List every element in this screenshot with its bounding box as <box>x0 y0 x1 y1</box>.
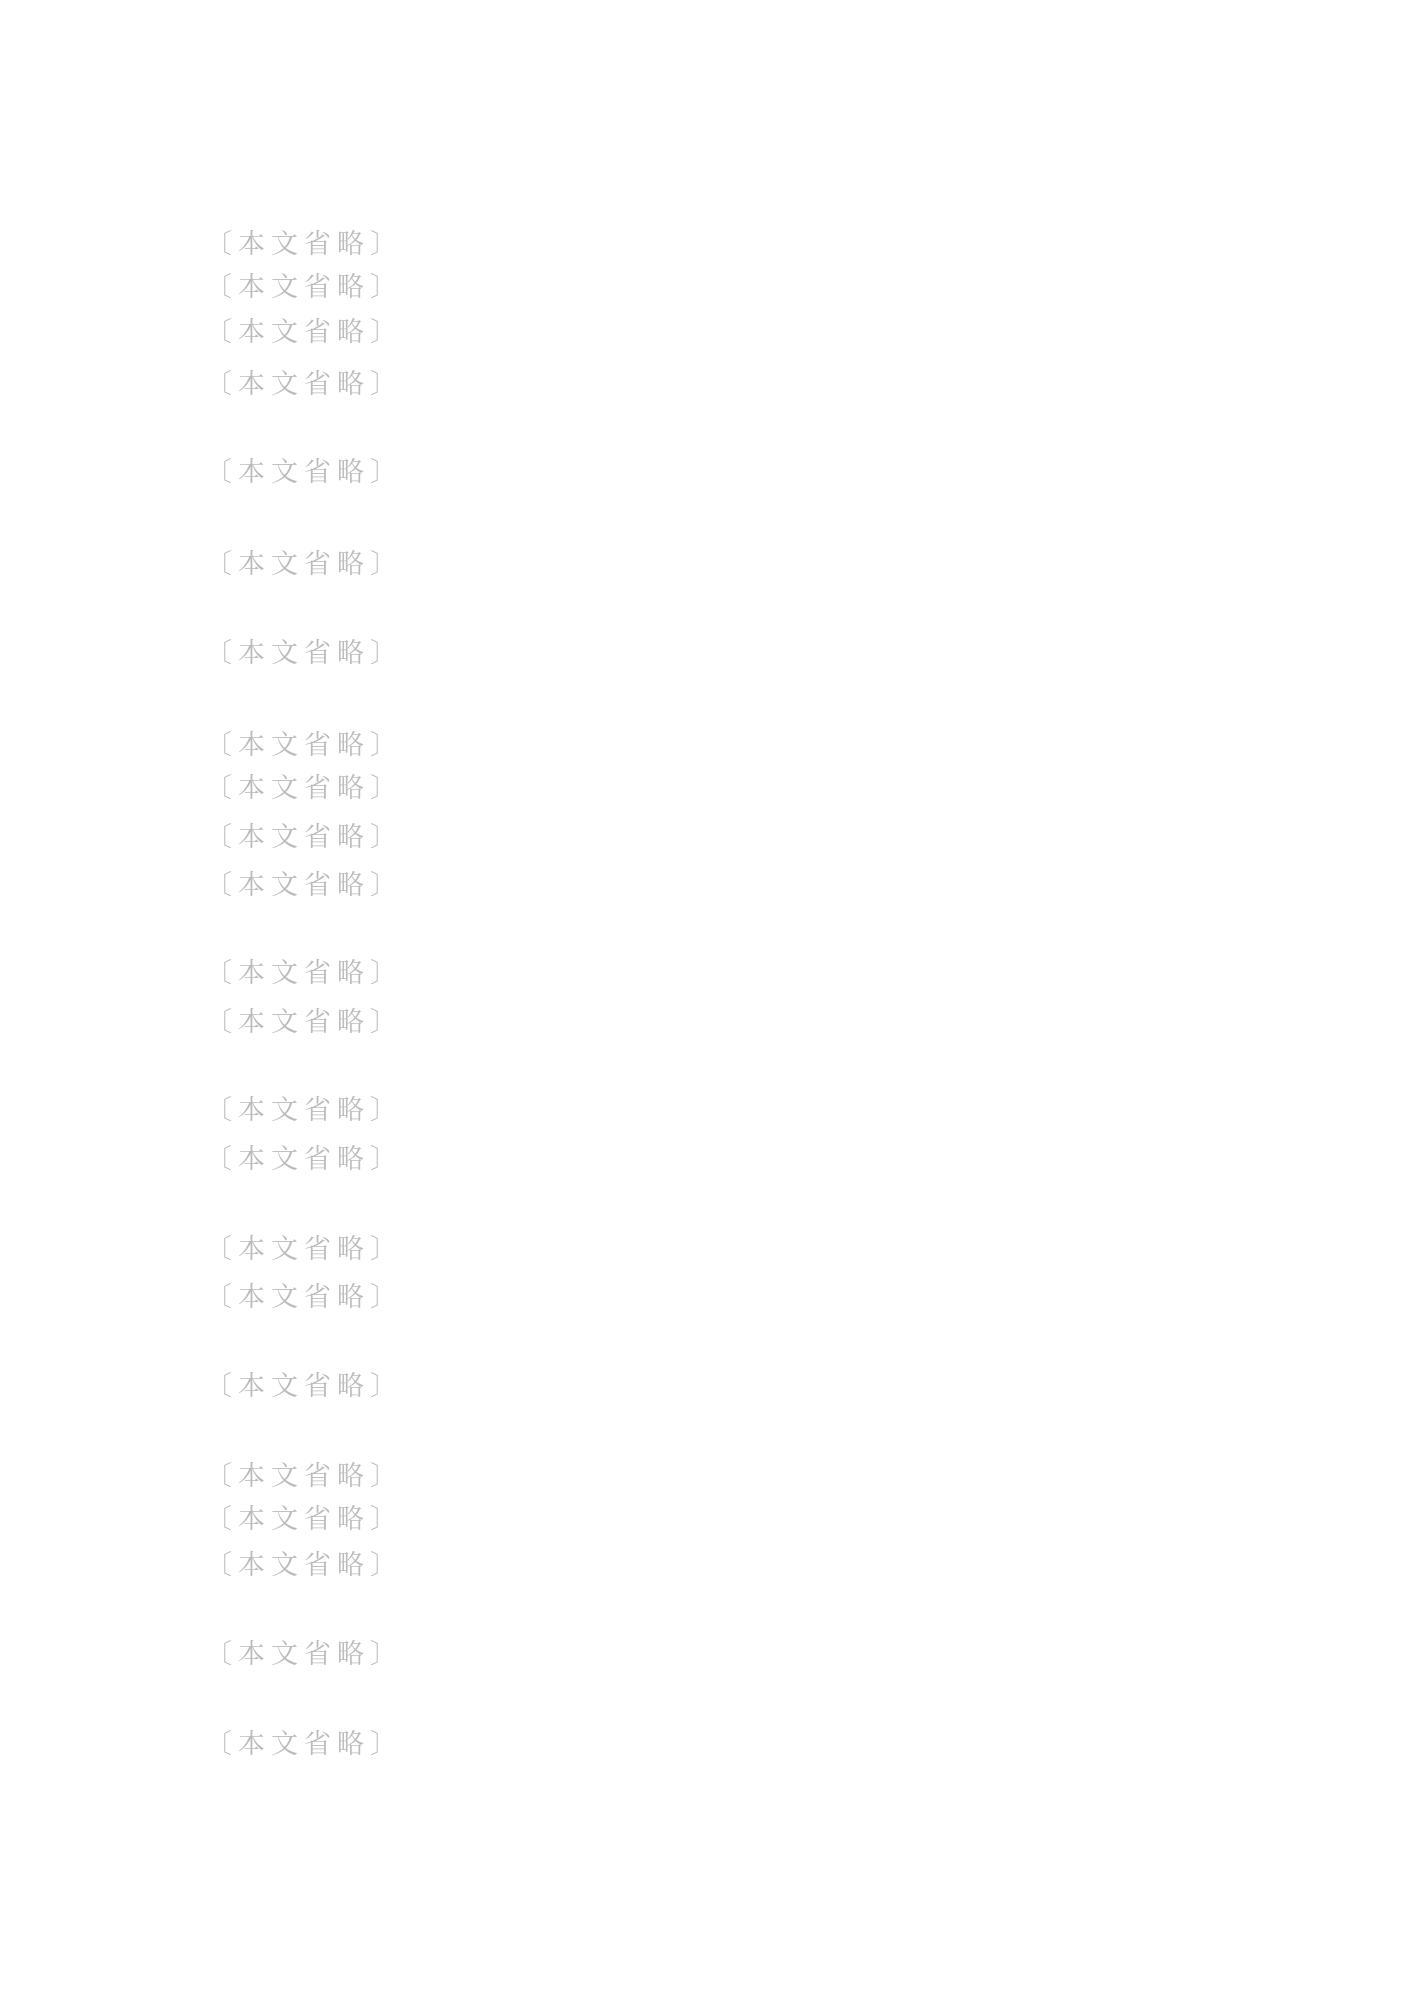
text-line: 〔本文省略〕 <box>205 1095 403 1126</box>
text-line: 〔本文省略〕 <box>205 1371 403 1402</box>
text-line: 〔本文省略〕 <box>205 272 403 303</box>
text-line: 〔本文省略〕 <box>205 1729 403 1760</box>
text-line: 〔本文省略〕 <box>205 638 403 669</box>
text-line: 〔本文省略〕 <box>205 773 403 804</box>
text-line: 〔本文省略〕 <box>205 730 403 761</box>
text-line: 〔本文省略〕 <box>205 549 403 580</box>
text-line: 〔本文省略〕 <box>205 1639 403 1670</box>
text-line: 〔本文省略〕 <box>205 1007 403 1038</box>
text-line: 〔本文省略〕 <box>205 1144 403 1175</box>
text-line: 〔本文省略〕 <box>205 1461 403 1492</box>
text-line: 〔本文省略〕 <box>205 870 403 901</box>
text-line: 〔本文省略〕 <box>205 317 403 348</box>
text-line: 〔本文省略〕 <box>205 958 403 989</box>
text-line: 〔本文省略〕 <box>205 1550 403 1581</box>
text-line: 〔本文省略〕 <box>205 229 403 260</box>
text-line: 〔本文省略〕 <box>205 1504 403 1535</box>
text-line: 〔本文省略〕 <box>205 1282 403 1313</box>
text-line: 〔本文省略〕 <box>205 822 403 853</box>
text-line: 〔本文省略〕 <box>205 1234 403 1265</box>
text-line: 〔本文省略〕 <box>205 457 403 488</box>
text-line: 〔本文省略〕 <box>205 369 403 400</box>
